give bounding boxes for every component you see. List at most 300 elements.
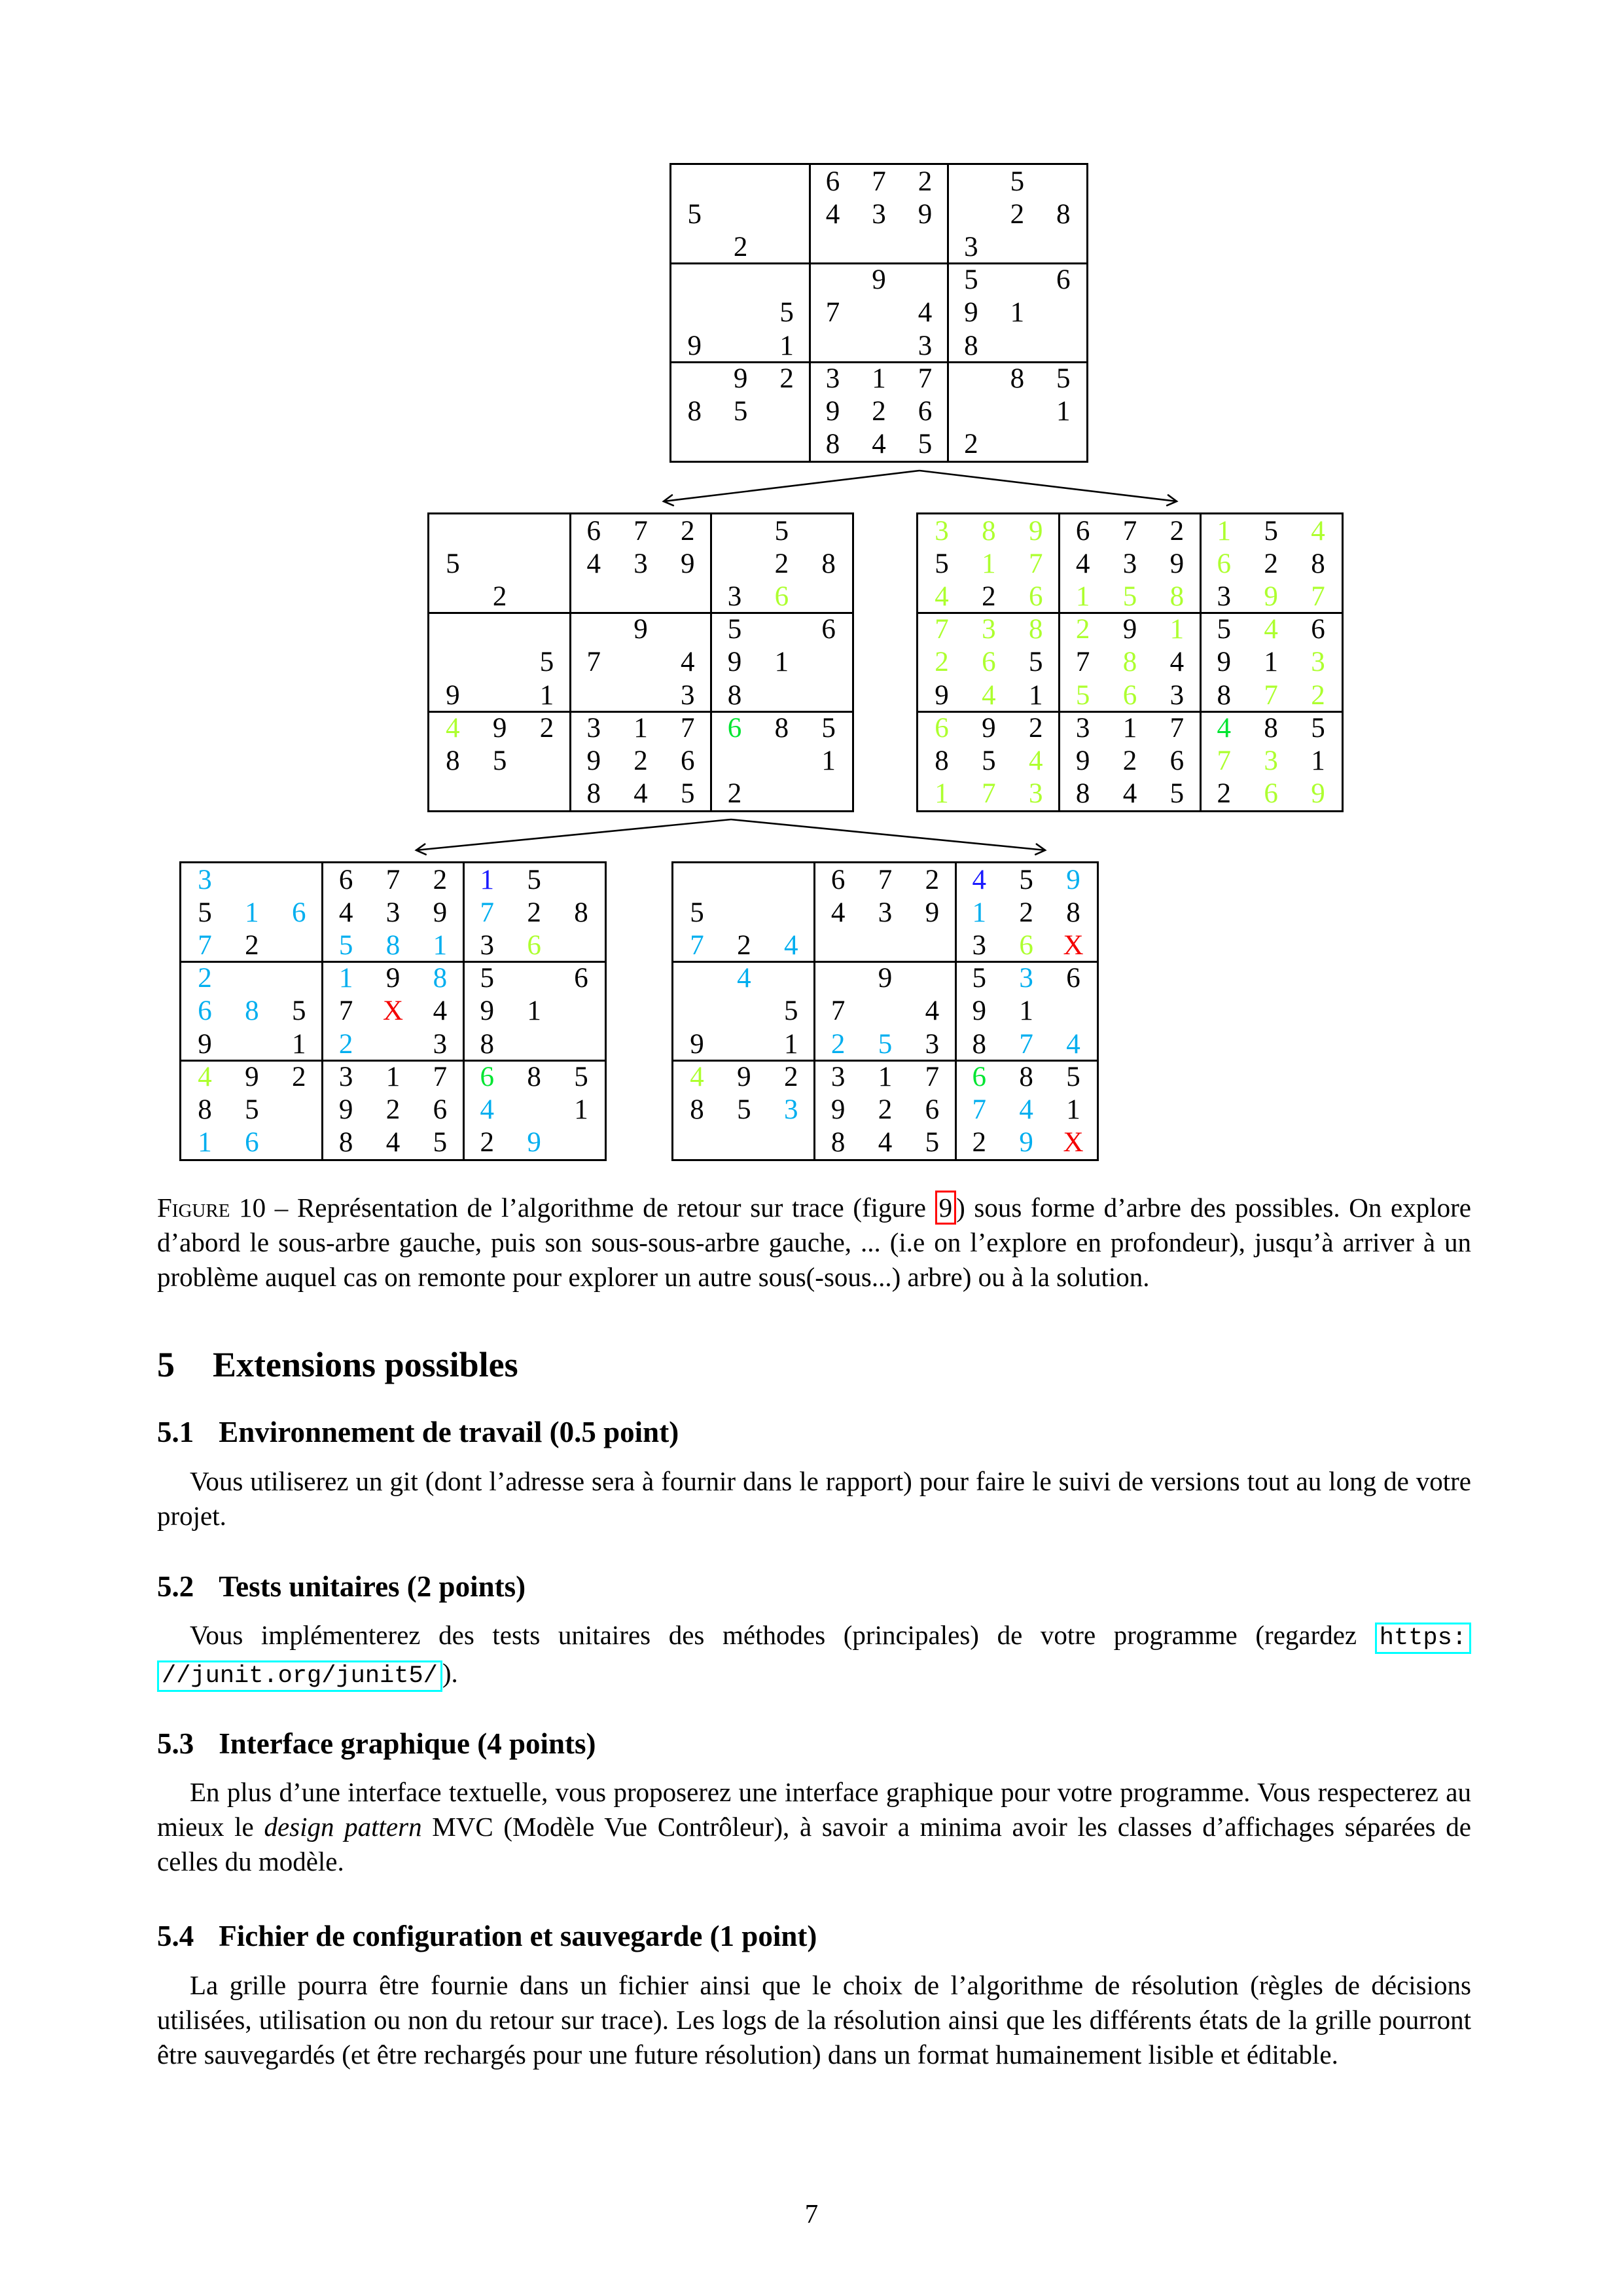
grid-line (813, 863, 815, 1159)
sudoku-cell: 8 (1169, 581, 1185, 613)
sudoku-cell: 7 (1028, 548, 1043, 579)
sudoku-cell: 3 (586, 712, 601, 744)
sudoku-cell: 8 (830, 1127, 846, 1158)
sudoku-cell (671, 362, 717, 395)
sudoku-cell: X (382, 996, 404, 1027)
sudoku-cell: 1 (1019, 996, 1033, 1027)
sudoku-cell: 4 (385, 1127, 401, 1158)
sudoku-cell: 3 (825, 363, 840, 394)
sudoku-cell (711, 514, 758, 547)
sudoku-cell: 9 (586, 745, 601, 777)
sudoku-cell: 5 (1217, 614, 1232, 645)
sudoku-cell (1041, 165, 1086, 198)
sudoku-cell: 7 (878, 864, 893, 895)
sudoku-cell (570, 613, 617, 646)
sudoku-cell: 6 (1028, 581, 1043, 613)
sudoku-cell: 5 (1019, 864, 1033, 895)
sudoku-cell: 9 (245, 1061, 259, 1092)
sudoku-cell: 5 (727, 614, 742, 645)
sudoku-cell: 1 (982, 548, 996, 579)
sudoku-cell: 1 (1056, 396, 1071, 427)
sudoku-cell: 1 (633, 712, 648, 744)
sudoku-cell: 7 (935, 614, 949, 645)
section-5-4-heading (157, 1922, 817, 1951)
sudoku-cell: 7 (385, 864, 401, 895)
sudoku-cell: 3 (433, 1028, 448, 1060)
sudoku-cell (717, 198, 763, 230)
sudoku-cell: 4 (1122, 778, 1137, 810)
sudoku-cell: 2 (733, 232, 748, 263)
sudoku-cell: 9 (527, 1127, 541, 1158)
grid-line (809, 165, 811, 461)
sudoku-cell (476, 613, 524, 646)
sudoku-cell (476, 547, 524, 580)
sudoku-cell: X (1063, 1127, 1084, 1158)
sudoku-cell (476, 646, 524, 679)
sudoku-cell (948, 395, 994, 428)
sudoku-cell: 5 (1264, 515, 1278, 547)
sudoku-cell: 9 (1019, 1127, 1033, 1158)
sudoku-cell: 8 (1217, 679, 1232, 711)
sudoku-cell (721, 995, 768, 1028)
sudoku-cell (908, 962, 955, 995)
sudoku-cell: 6 (480, 1061, 495, 1092)
sudoku-cell (758, 778, 805, 810)
sudoku-cell: 6 (918, 396, 933, 427)
grid-line (181, 1060, 605, 1062)
sudoku-cell: 3 (198, 864, 212, 895)
sudoku-cell: 6 (774, 581, 789, 613)
sudoku-cell: 1 (774, 647, 789, 678)
sudoku-cell: 4 (972, 864, 987, 895)
sudoku-cell: 4 (783, 930, 798, 961)
sudoku-cell: 9 (433, 897, 448, 928)
section-5-2-paragraph (157, 1618, 1471, 1694)
grid-line (955, 863, 957, 1159)
sudoku-cell: 7 (872, 166, 886, 197)
sudoku-cell (617, 679, 664, 711)
sudoku-cell: 8 (1075, 778, 1090, 810)
sudoku-cell: 9 (1217, 647, 1232, 678)
sudoku-cell: 9 (1169, 548, 1185, 579)
sudoku-cell (764, 428, 810, 461)
sudoku-cell: 3 (1028, 778, 1043, 810)
sudoku-cell: 7 (918, 363, 933, 394)
junit-url-link-part-1[interactable]: https: (1375, 1623, 1471, 1654)
sudoku-cell: 7 (972, 1094, 987, 1126)
sudoku-cell: 2 (1075, 614, 1090, 645)
sudoku-cell (558, 1028, 605, 1060)
sudoku-cell: 5 (878, 1028, 893, 1060)
sudoku-cell (673, 995, 721, 1028)
sudoku-cell: 8 (245, 996, 259, 1027)
sudoku-cell: 9 (681, 548, 695, 579)
sudoku-cell: 1 (291, 1028, 306, 1060)
sudoku-cell: 8 (1066, 897, 1080, 928)
sudoku-cell (810, 264, 855, 296)
sudoku-cell: 4 (586, 548, 601, 579)
sudoku-cell (994, 264, 1040, 296)
paragraph-text-1: En plus d’une interface textuelle, vous proposerez une interface graphique pour votre programme. Vous respecterez au mieux le (157, 1777, 1471, 1842)
sudoku-cell: 6 (982, 647, 996, 678)
sudoku-cell (721, 896, 768, 929)
sudoku-cell (721, 863, 768, 896)
sudoku-cell (228, 863, 276, 896)
sudoku-cell: 9 (1075, 745, 1090, 777)
sudoku-cell (764, 395, 810, 428)
section-5-3-heading (157, 1729, 596, 1759)
sudoku-cell: 1 (385, 1061, 401, 1092)
sudoku-cell (711, 547, 758, 580)
sudoku-cell: 9 (338, 1094, 353, 1126)
sudoku-cell (558, 1126, 605, 1159)
sudoku-cell: 2 (291, 1061, 306, 1092)
sudoku-cell: 5 (783, 996, 798, 1027)
sudoku-cell: 8 (687, 396, 702, 427)
sudoku-cell: 6 (245, 1127, 259, 1158)
sudoku-cell: 5 (1066, 1061, 1080, 1092)
sudoku-cell: 2 (480, 1127, 495, 1158)
sudoku-cell (671, 165, 717, 198)
sudoku-cell: 3 (385, 897, 401, 928)
sudoku-cell: 8 (982, 515, 996, 547)
sudoku-cell: 4 (935, 581, 949, 613)
sudoku-cell: 5 (687, 198, 702, 230)
sudoku-cell: 4 (918, 297, 933, 329)
sudoku-cell: 7 (1264, 679, 1278, 711)
sudoku-cell (717, 165, 763, 198)
sudoku-cell: 4 (1264, 614, 1278, 645)
sudoku-cell: 7 (1075, 647, 1090, 678)
sudoku-cell: 5 (821, 712, 836, 744)
sudoku-cell: 1 (338, 963, 353, 994)
sudoku-cell: 2 (982, 581, 996, 613)
sudoku-cell: 2 (1019, 897, 1033, 928)
sudoku-cell (671, 230, 717, 263)
sudoku-cell: 5 (972, 963, 987, 994)
grid-line (429, 711, 852, 713)
sudoku-cell: 9 (982, 712, 996, 744)
sudoku-cell: 4 (681, 647, 695, 678)
grid-line (1058, 514, 1060, 810)
sudoku-cell: 1 (574, 1094, 588, 1126)
sudoku-cell: 3 (872, 198, 886, 230)
sudoku-cell (1050, 995, 1097, 1028)
sudoku-cell (510, 1094, 558, 1126)
sudoku-cell (768, 863, 815, 896)
sudoku-cell: 2 (872, 396, 886, 427)
sudoku-cell (815, 929, 862, 961)
sudoku-cell (810, 230, 855, 263)
sudoku-cell (902, 230, 948, 263)
sudoku-cell: 7 (925, 1061, 940, 1092)
sudoku-cell (276, 1126, 323, 1159)
sudoku-cell (673, 863, 721, 896)
sudoku-cell: 3 (338, 1061, 353, 1092)
sudoku-cell (1041, 230, 1086, 263)
sudoku-cell: 3 (1019, 963, 1033, 994)
sudoku-cell: 9 (737, 1061, 751, 1092)
sudoku-cell (805, 646, 852, 679)
sudoku-cell: 3 (633, 548, 648, 579)
sudoku-cell: 5 (245, 1094, 259, 1126)
sudoku-cell: 1 (433, 930, 448, 961)
grid-line (947, 165, 949, 461)
subsection-number: 5.4 (157, 1920, 194, 1952)
sudoku-cell (617, 646, 664, 679)
sudoku-grid-right-child (916, 512, 1344, 812)
sudoku-cell: 2 (527, 897, 541, 928)
sudoku-cell: 2 (385, 1094, 401, 1126)
sudoku-cell (673, 962, 721, 995)
sudoku-cell: 7 (433, 1061, 448, 1092)
sudoku-cell (758, 679, 805, 711)
sudoku-cell: 9 (1066, 864, 1080, 895)
grid-line (321, 863, 323, 1159)
sudoku-cell (524, 778, 571, 810)
sudoku-cell: 6 (1264, 778, 1278, 810)
sudoku-cell: 3 (1311, 647, 1325, 678)
sudoku-grid-left-child (427, 512, 854, 812)
sudoku-cell: 6 (1019, 930, 1033, 961)
sudoku-cell (717, 428, 763, 461)
sudoku-cell: 6 (1311, 614, 1325, 645)
sudoku-cell: 6 (527, 930, 541, 961)
sudoku-cell (994, 230, 1040, 263)
sudoku-cell (810, 329, 855, 362)
sudoku-cell: 1 (245, 897, 259, 928)
sudoku-cell: 2 (727, 778, 742, 810)
subsection-title: Interface graphique (4 points) (219, 1727, 596, 1760)
sudoku-cell: 2 (779, 363, 794, 394)
sudoku-cell (429, 778, 476, 810)
sudoku-cell: 7 (690, 930, 704, 961)
sudoku-cell: 3 (964, 232, 978, 263)
grid-line (918, 711, 1342, 713)
design-pattern-italic: design pattern (264, 1812, 422, 1842)
sudoku-cell: 7 (633, 515, 648, 547)
sudoku-cell: 7 (198, 930, 212, 961)
sudoku-cell: 3 (1217, 581, 1232, 613)
sudoku-cell (1041, 296, 1086, 329)
sudoku-cell (476, 778, 524, 810)
sudoku-cell: 5 (779, 297, 794, 329)
grid-line (673, 961, 1097, 963)
sudoku-cell: 5 (935, 548, 949, 579)
sudoku-cell: 6 (1122, 679, 1137, 711)
sudoku-cell: 9 (918, 198, 933, 230)
sudoku-cell: 2 (1010, 198, 1025, 230)
sudoku-cell: 5 (982, 745, 996, 777)
sudoku-cell (717, 264, 763, 296)
sudoku-cell (717, 329, 763, 362)
sudoku-cell (805, 514, 852, 547)
sudoku-cell: 9 (964, 297, 978, 329)
sudoku-cell (671, 264, 717, 296)
sudoku-cell: 3 (783, 1094, 798, 1126)
sudoku-cell: 1 (872, 363, 886, 394)
sudoku-cell (524, 514, 571, 547)
sudoku-cell: 8 (480, 1028, 495, 1060)
subsection-number: 5.2 (157, 1570, 194, 1603)
caption-label: Figure (157, 1193, 230, 1223)
sudoku-cell (558, 995, 605, 1028)
section-5-heading (157, 1347, 518, 1382)
sudoku-cell (570, 679, 617, 711)
sudoku-cell: 2 (972, 1127, 987, 1158)
section-5-1-paragraph: Vous utiliserez un git (dont l’adresse sera à fournir dans le rapport) pour faire le suivi de versions tout au long de votre projet. (157, 1466, 1471, 1531)
sudoku-cell: 8 (972, 1028, 987, 1060)
sudoku-cell (429, 580, 476, 613)
sudoku-cell: 5 (1122, 581, 1137, 613)
sudoku-cell: 4 (1066, 1028, 1080, 1060)
subsection-number: 5.3 (157, 1727, 194, 1760)
grid-line (918, 612, 1342, 614)
sudoku-cell: 6 (925, 1094, 940, 1126)
sudoku-cell: 8 (1010, 363, 1025, 394)
junit-url-link-part-2[interactable]: //junit.org/junit5/ (157, 1660, 442, 1692)
sudoku-cell: 5 (737, 1094, 751, 1126)
sudoku-cell: 8 (1019, 1061, 1033, 1092)
sudoku-cell: 7 (338, 996, 353, 1027)
sudoku-cell: 8 (586, 778, 601, 810)
grid-line (463, 863, 465, 1159)
sudoku-cell: 9 (935, 679, 949, 711)
sudoku-cell: 9 (198, 1028, 212, 1060)
sudoku-cell: 2 (245, 930, 259, 961)
sudoku-cell: 6 (586, 515, 601, 547)
figure-caption (157, 1191, 1471, 1295)
sudoku-cell: 4 (1311, 515, 1325, 547)
sudoku-cell: 1 (1264, 647, 1278, 678)
sudoku-cell (764, 230, 810, 263)
sudoku-cell (558, 863, 605, 896)
sudoku-cell: 3 (925, 1028, 940, 1060)
sudoku-cell: 7 (1019, 1028, 1033, 1060)
sudoku-cell (671, 296, 717, 329)
sudoku-cell: 6 (1217, 548, 1232, 579)
sudoku-cell: 4 (1169, 647, 1185, 678)
sudoku-cell: 8 (446, 745, 460, 777)
sudoku-cell: 9 (480, 996, 495, 1027)
sudoku-cell: 9 (972, 996, 987, 1027)
sudoku-cell (862, 929, 909, 961)
grid-line (429, 612, 852, 614)
sudoku-cell: 8 (964, 330, 978, 361)
sudoku-cell: 2 (918, 166, 933, 197)
sudoku-cell: 2 (338, 1028, 353, 1060)
sudoku-cell: 2 (681, 515, 695, 547)
sudoku-grid-left-right-child (671, 861, 1099, 1161)
sudoku-cell (1041, 428, 1086, 461)
sudoku-cell (673, 1126, 721, 1159)
sudoku-cell: 5 (198, 897, 212, 928)
sudoku-cell: 7 (982, 778, 996, 810)
sudoku-cell: 7 (1169, 712, 1185, 744)
sudoku-cell: 6 (821, 614, 836, 645)
sudoku-cell: 3 (935, 515, 949, 547)
sudoku-cell: 7 (1311, 581, 1325, 613)
subsection-number: 5.1 (157, 1416, 194, 1448)
sudoku-cell (664, 613, 711, 646)
figure-9-reference-link[interactable]: 9 (935, 1191, 957, 1225)
sudoku-cell: 5 (733, 396, 748, 427)
sudoku-cell: 6 (935, 712, 949, 744)
sudoku-cell: 5 (574, 1061, 588, 1092)
sudoku-cell: 4 (1217, 712, 1232, 744)
sudoku-cell: 1 (1010, 297, 1025, 329)
sudoku-cell: 1 (935, 778, 949, 810)
section-5-4-paragraph: La grille pourra être fournie dans un fichier ainsi que le choix de l’algorithme de résolution (règles de décisions utilisées, utilisation ou non du retour sur trace). Les logs de la résolution ainsi que les différents états de la grille pourront être sauvegardés (et être rechargés pour une future résolution) dans un format humainement lisible et éditable. (157, 1970, 1471, 2070)
sudoku-cell: 6 (291, 897, 306, 928)
sudoku-cell: 7 (586, 647, 601, 678)
sudoku-cell: 6 (972, 1061, 987, 1092)
sudoku-cell: 7 (681, 712, 695, 744)
sudoku-cell: 8 (1264, 712, 1278, 744)
sudoku-cell: 4 (433, 996, 448, 1027)
section-5-2-heading (157, 1572, 526, 1602)
sudoku-cell: 8 (527, 1061, 541, 1092)
caption-text-1: 10 – Représentation de l’algorithme de retour sur trace (figure (230, 1193, 935, 1223)
sudoku-cell (524, 613, 571, 646)
sudoku-cell (805, 580, 852, 613)
sudoku-cell: 6 (727, 712, 742, 744)
sudoku-cell (276, 863, 323, 896)
sudoku-cell: 4 (737, 963, 751, 994)
sudoku-cell: 8 (198, 1094, 212, 1126)
sudoku-cell: 1 (1066, 1094, 1080, 1126)
sudoku-cell: 3 (918, 330, 933, 361)
subsection-title: Environnement de travail (0.5 point) (219, 1416, 679, 1448)
sudoku-cell: 3 (1122, 548, 1137, 579)
sudoku-cell: 5 (433, 1127, 448, 1158)
sudoku-cell: 5 (338, 930, 353, 961)
sudoku-cell: 4 (825, 198, 840, 230)
grid-line (569, 514, 571, 810)
sudoku-cell: 9 (687, 330, 702, 361)
subsection-title: Tests unitaires (2 points) (219, 1570, 526, 1603)
sudoku-cell: 6 (1066, 963, 1080, 994)
sudoku-cell: 5 (1028, 647, 1043, 678)
sudoku-cell (524, 580, 571, 613)
sudoku-grid-root (669, 163, 1088, 463)
sudoku-cell: 5 (446, 548, 460, 579)
sudoku-cell: 2 (492, 581, 507, 613)
sudoku-cell (1041, 329, 1086, 362)
section-5-3-paragraph (157, 1775, 1471, 1879)
sudoku-cell (862, 995, 909, 1028)
sudoku-cell (768, 896, 815, 929)
sudoku-cell (671, 428, 717, 461)
sudoku-cell: 5 (539, 647, 554, 678)
sudoku-cell: 2 (1122, 745, 1137, 777)
section-number: 5 (157, 1345, 175, 1384)
sudoku-cell: 9 (1311, 778, 1325, 810)
sudoku-cell: 4 (925, 996, 940, 1027)
sudoku-cell (664, 580, 711, 613)
sudoku-cell: 5 (681, 778, 695, 810)
sudoku-cell: 9 (727, 647, 742, 678)
subsection-title: Fichier de configuration et sauvegarde (1 point) (219, 1920, 817, 1952)
sudoku-cell: 8 (774, 712, 789, 744)
sudoku-cell (510, 962, 558, 995)
sudoku-cell: 8 (690, 1094, 704, 1126)
sudoku-cell: 8 (1311, 548, 1325, 579)
sudoku-cell: 1 (1217, 515, 1232, 547)
grid-line (673, 1060, 1097, 1062)
sudoku-cell (524, 547, 571, 580)
sudoku-cell: 9 (825, 396, 840, 427)
